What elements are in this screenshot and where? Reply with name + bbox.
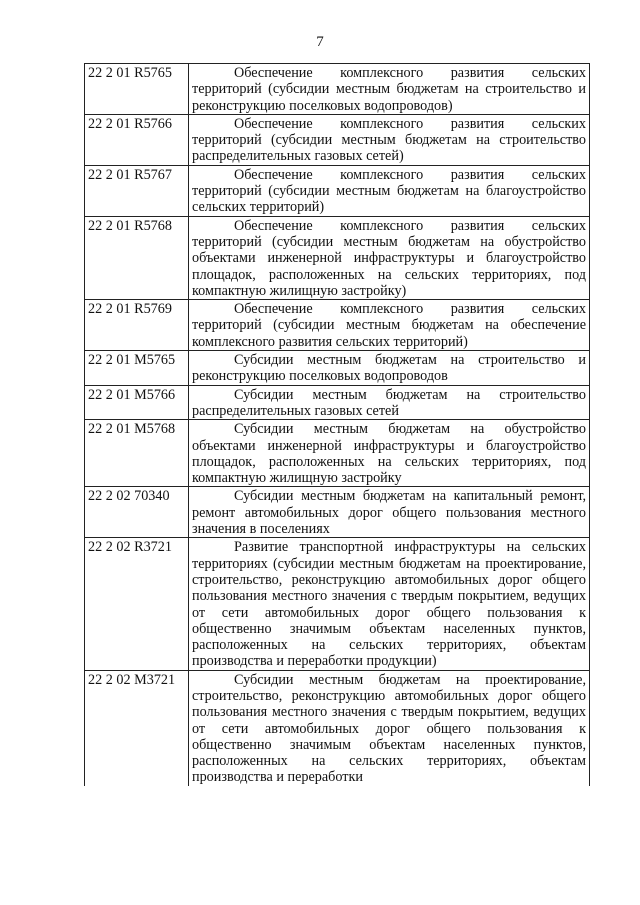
row-description: Субсидии местным бюджетам на строительство распределительных газовых сетей (189, 385, 590, 420)
row-code: 22 2 02 M3721 (85, 670, 189, 786)
table-row (85, 420, 590, 487)
row-code: 22 2 01 M5768 (85, 420, 189, 487)
row-code: 22 2 01 M5765 (85, 351, 189, 386)
row-description: Субсидии местным бюджетам на проектирование, строительство, реконструкцию автомобильных дорог общего пользования местного значения с твердым покрытием, ведущих от сети автомобильных дорог общего пользования к общественно значимым объектам населенных пунктов, расположенных на сельских территориях, объектам производства и переработки (189, 670, 590, 786)
table-row (85, 670, 590, 786)
table-row (85, 351, 590, 386)
row-description: Развитие транспортной инфраструктуры на сельских территориях (субсидии местным бюджетам на проектирование, строительство, реконструкцию автомобильных дорог общего пользования местного значения с твердым покрытием, ведущих от сети автомобильных дорог общего пользования к общественно значимым объектам населенных пунктов, расположенных на сельских территориях, объектам производства и переработки продукции) (189, 538, 590, 670)
row-code: 22 2 02 R3721 (85, 538, 189, 670)
row-code: 22 2 02 70340 (85, 487, 189, 538)
row-code: 22 2 01 R5766 (85, 114, 189, 165)
table-row (85, 487, 590, 538)
row-code: 22 2 01 R5769 (85, 300, 189, 351)
table-row (85, 385, 590, 420)
table-row (85, 300, 590, 351)
row-code: 22 2 01 M5766 (85, 385, 189, 420)
page-number: 7 (316, 34, 324, 50)
row-description: Обеспечение комплексного развития сельских территорий (субсидии местным бюджетам на строительство и реконструкцию поселковых водопроводов) (189, 64, 590, 115)
table-row (85, 165, 590, 216)
row-description: Обеспечение комплексного развития сельских территорий (субсидии местным бюджетам на благоустройство сельских территорий) (189, 165, 590, 216)
row-description: Обеспечение комплексного развития сельских территорий (субсидии местным бюджетам на строительство распределительных газовых сетей) (189, 114, 590, 165)
budget-classification-table (84, 63, 590, 786)
row-description: Субсидии местным бюджетам на строительство и реконструкцию поселковых водопроводов (189, 351, 590, 386)
row-code: 22 2 01 R5767 (85, 165, 189, 216)
row-description: Субсидии местным бюджетам на обустройство объектами инженерной инфраструктуры и благоустройство площадок, расположенных на сельских территориях, под компактную жилищную застройку (189, 420, 590, 487)
row-code: 22 2 01 R5765 (85, 64, 189, 115)
row-description: Субсидии местным бюджетам на капитальный ремонт, ремонт автомобильных дорог общего пользования местного значения в поселениях (189, 487, 590, 538)
table-row (85, 538, 590, 670)
table-row (85, 64, 590, 115)
row-description: Обеспечение комплексного развития сельских территорий (субсидии местным бюджетам на обеспечение комплексного развития сельских территорий) (189, 300, 590, 351)
table-row (85, 216, 590, 299)
row-description: Обеспечение комплексного развития сельских территорий (субсидии местным бюджетам на обустройство объектами инженерной инфраструктуры и благоустройство площадок, расположенных на сельских территориях, под компактную жилищную застройку) (189, 216, 590, 299)
row-code: 22 2 01 R5768 (85, 216, 189, 299)
table-row (85, 114, 590, 165)
